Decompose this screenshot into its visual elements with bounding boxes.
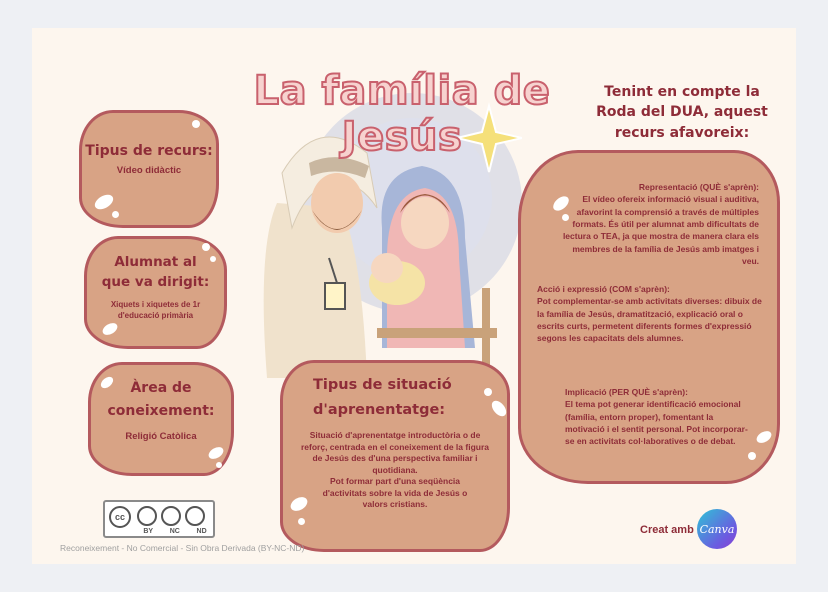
target-students-title: Alumnat al que va dirigit: <box>101 254 210 290</box>
no-dollar-icon <box>161 506 181 526</box>
infographic-page <box>32 28 796 564</box>
canva-logo[interactable] <box>697 509 737 549</box>
learning-situation-title: Tipus de situació d'aprenentatge: <box>313 377 452 418</box>
knowledge-area-title: Àrea de coneixement: <box>107 380 215 420</box>
resource-type-text: Vídeo didàctic <box>116 165 182 176</box>
knowledge-area-text: Religió Catòlica <box>125 431 197 443</box>
learning-situation-box <box>280 360 510 552</box>
canva-logo-text: Canva <box>699 522 735 536</box>
person-icon <box>137 506 157 526</box>
made-with-label: Creat amb <box>640 524 694 536</box>
license-nc: NC <box>169 528 180 535</box>
resource-type-box <box>79 110 219 228</box>
resource-type-title: Tipus de recurs: <box>85 143 213 159</box>
engagement-title: Implicació (PER QUÈ s'aprèn): <box>565 387 688 397</box>
target-students-text: Xiquets i xiquetes de 1r d'educació primària <box>110 300 201 320</box>
cc-license-badge <box>103 500 215 538</box>
representation-title: Representació (QUÈ s'aprèn): <box>638 182 759 192</box>
action-expression-title: Acció i expressió (COM s'aprèn): <box>537 284 670 294</box>
cc-icon: cc <box>109 506 131 528</box>
action-expression-text: Pot complementar-se amb activitats diverses: dibuix de la família de Jesús, dramatització, explicació oral o escrits curts, permetent diferents formes d'expressió segons les capacitats dels alumnes. <box>537 296 762 344</box>
equals-icon <box>185 506 205 526</box>
license-by: BY <box>143 528 154 535</box>
license-text: Reconeixement - No Comercial - Sin Obra Derivada (BY-NC-ND) <box>60 543 305 553</box>
learning-situation-text: Situació d'aprenentatge introductòria o de reforç, centrada en el coneixement de la figura de Jesús des d'una perspectiva familiar i quotidiana. <box>300 430 489 475</box>
engagement-text: El tema pot generar identificació emocional (família, entorn proper), fomentant la motivació i el sentit personal. Pot incorporar-se en activitats col·laboratives o de debat. <box>565 399 748 447</box>
representation-text: El vídeo ofereix informació visual i auditiva, afavorint la comprensió a través de múltiples formats. És útil per alumnat amb dificultats de lectura o TEA, ja que mostra de manera clara els membres de la família de Jesús amb imatges i veu. <box>562 194 759 266</box>
license-nd: ND <box>196 528 207 535</box>
dua-title: Tenint en compte la Roda del DUA, aquest recurs afavoreix: <box>596 84 768 141</box>
page-title: La família de Jesús <box>253 68 551 160</box>
learning-situation-text-2: Pot formar part d'una seqüència d'activitats sobre la vida de Jesús o valors cristians. <box>322 476 468 510</box>
